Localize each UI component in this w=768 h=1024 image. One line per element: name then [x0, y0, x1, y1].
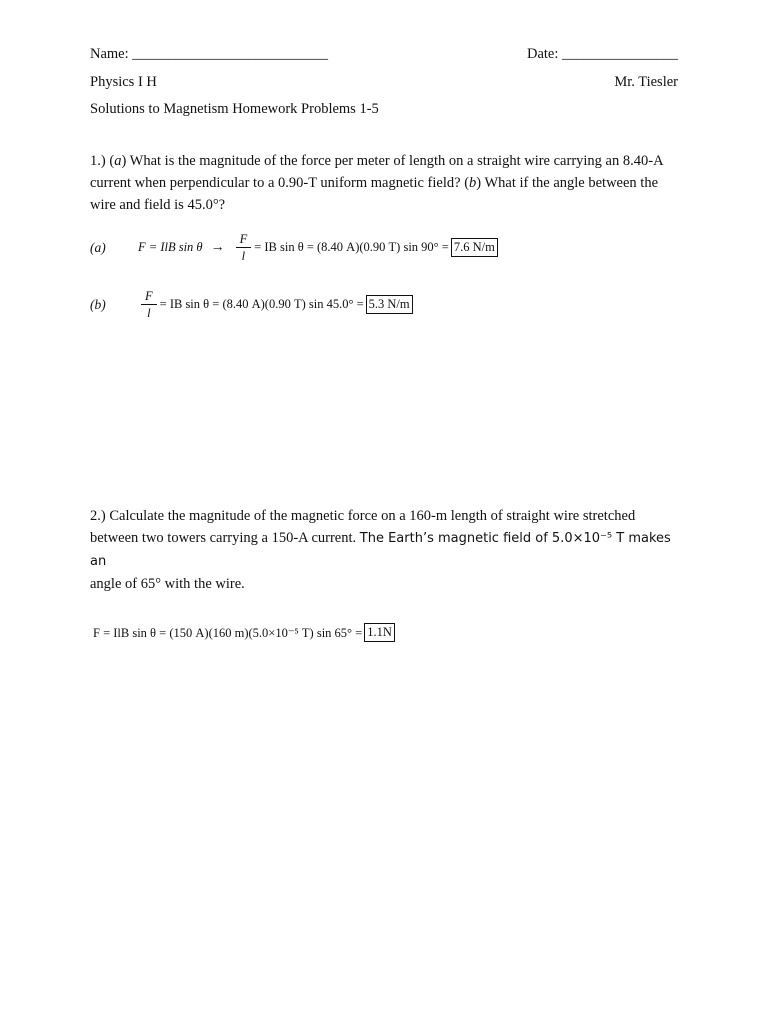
document-title: Solutions to Magnetism Homework Problems 1-5	[90, 101, 379, 117]
solution-a-label: (a)	[90, 239, 106, 255]
solution-b-expression: = IB sin θ = (8.40 A)(0.90 T) sin 45.0° =	[159, 297, 364, 311]
solution-b-answer-box: 5.3 N/m	[366, 295, 413, 314]
date-field-label: Date: ________________	[526, 46, 678, 62]
solution-b-label: (b)	[90, 296, 106, 312]
problem-1-question: 1.) (a) What is the magnitude of the force per meter of length on a straight wire carrying an 8.40-A current when perpendicular to a 0.90-T uniform magnetic field? (b) What if the angle between the wire and field is 45.0°?	[90, 153, 663, 213]
course-name: Physics I H	[90, 74, 157, 90]
problem-2-text-2a: between two towers carrying a 150-A current.	[90, 530, 357, 546]
problem-1-question-b: What if the angle between the wire and field is 45.0°?	[90, 175, 659, 213]
problem-2-number: 2.)	[90, 508, 106, 524]
solution-a-expression: = IB sin θ = (8.40 A)(0.90 T) sin 90° =	[254, 240, 449, 254]
problem-2-text-3: angle of 65° with the wire.	[90, 576, 245, 592]
force-per-length-fraction-b	[141, 288, 157, 321]
teacher-name: Mr. Tiesler	[614, 74, 678, 90]
problem-1-question-a: What is the magnitude of the force per meter of length on a straight wire carrying an 8.40-A current when perpendicular to a 0.90-T uniform magnetic field?	[90, 153, 663, 191]
problem-1-number: 1.)	[90, 153, 106, 169]
fraction-denominator-b: l	[147, 306, 151, 320]
force-per-length-fraction	[236, 231, 252, 264]
name-field-label: Name: ___________________________	[90, 46, 329, 62]
problem-2-line-2	[90, 527, 682, 573]
problem-2-solution	[93, 623, 395, 642]
solution-a-answer-box: 7.6 N/m	[451, 238, 498, 257]
fraction-numerator-b: F	[141, 288, 157, 305]
solution-a-formula: F = IlB sin θ	[138, 240, 203, 254]
problem-2-line-3	[90, 573, 682, 595]
problem-2-expression: F = IlB sin θ = (150 A)(160 m)(5.0×10⁻⁵ T) sin 65° =	[93, 625, 363, 640]
implies-arrow: →	[210, 239, 225, 255]
problem-2-text-1: Calculate the magnitude of the magnetic force on a 160-m length of straight wire stretched	[109, 508, 636, 524]
problem-2-answer-box: 1.1N	[364, 623, 395, 642]
problem-2-text-2b: The Earth’s magnetic field of 5.0×10⁻⁵ T makes an	[90, 531, 671, 569]
fraction-denominator: l	[241, 249, 246, 263]
problem-1-solution-a	[90, 231, 498, 264]
problem-1-part-a-marker: a	[114, 153, 122, 169]
problem-1-part-b-marker: b	[469, 175, 477, 191]
problem-2-line-1	[90, 505, 682, 527]
fraction-numerator: F	[236, 231, 252, 248]
problem-1-solution-b	[90, 288, 413, 321]
problem-2-question	[90, 505, 682, 595]
